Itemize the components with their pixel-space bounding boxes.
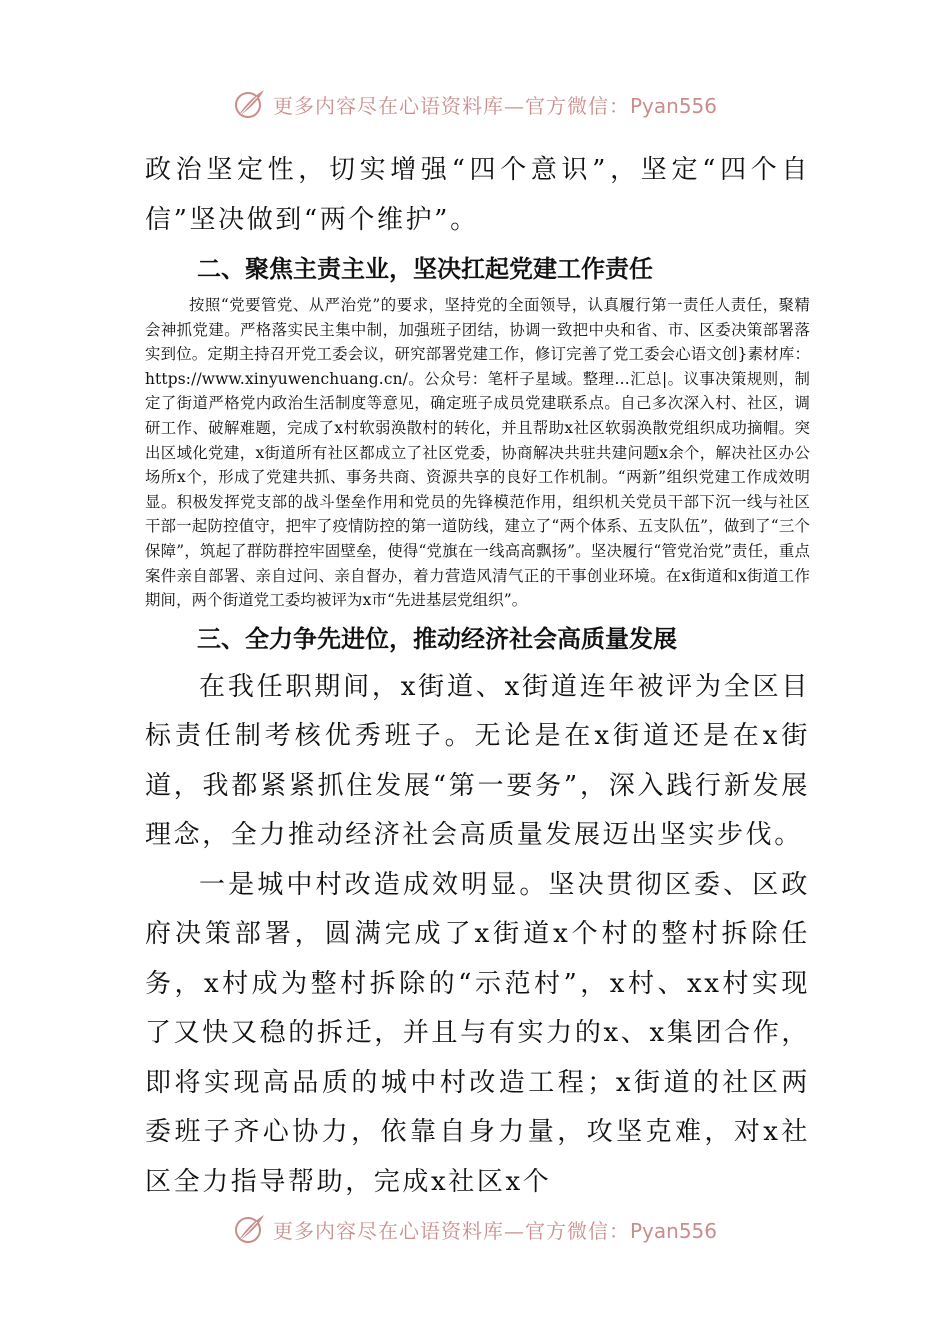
section-heading-3: 三、全力争先进位，推动经济社会高质量发展 bbox=[197, 624, 677, 653]
watermark-header bbox=[0, 84, 950, 124]
watermark-wechat-id: Pyan556 bbox=[629, 1218, 717, 1243]
watermark-wechat-id: Pyan556 bbox=[629, 93, 717, 118]
paragraph-section-2: 按照“党要管党、从严治党”的要求，坚持党的全面领导，认真履行第一责任人责任，聚精会神抓党建。严格落实民主集中制，加强班子团结，协调一致把中央和省、市、区委决策部署落实到位。定期主持召开党工委会议，研究部署党建工作，修订完善了党工委会心语文创}素材库：https://www.xinyuwenchuang.cn/。公众号：笔杆子星域。整理…汇总|。议事决策规则，制定了街道严格党内政治生活制度等意见，确定班子成员党建联系点。自己多次深入村、社区，调研工作、破解难题，完成了x村软弱涣散村的转化，并且帮助x社区软弱涣散党组织成功摘帽。突出区域化党建，x街道所有社区都成立了社区党委，协商解决共驻共建问题x余个，解决社区办公场所x个，形成了党建共抓、事务共商、资源共享的良好工作机制。“两新”组织党建工作成效明显。积极发挥党支部的战斗堡垒作用和党员的先锋模范作用，组织机关党员干部下沉一线与社区干部一起防控值守，把牢了疫情防控的第一道防线，建立了“两个体系、五支队伍”，做到了“三个保障”，筑起了群防群控牢固壁垒，使得“党旗在一线高高飘扬”。坚决履行“管党治党”责任，重点案件亲自部署、亲自过问、亲自督办，着力营造风清气正的干事创业环境。在x街道和x街道工作期间，两个街道党工委均被评为x市“先进基层党组织”。 bbox=[145, 296, 810, 610]
section-heading-2: 二、聚焦主责主业，坚决扛起党建工作责任 bbox=[197, 255, 653, 283]
paragraph-section-3-a: 在我任职期间，x街道、x街道连年被评为全区目标责任制考核优秀班子。无论是在x街道还是在x街道，我都紧紧抓住发展“第一要务”，深入践行新发展理念，全力推动经济社会高质量发展迈出坚实步伐。 bbox=[145, 671, 810, 851]
watermark-text: 更多内容尽在心语资料库—官方微信：Pyan556 bbox=[272, 93, 717, 118]
paragraph-intro: 政治坚定性，切实增强“四个意识”，坚定“四个自信”坚决做到“两个维护”。 bbox=[145, 155, 810, 235]
watermark-text: 更多内容尽在心语资料库—官方微信：Pyan556 bbox=[272, 1218, 717, 1243]
paragraph-section-3-b: 一是城中村改造成效明显。坚决贯彻区委、区政府决策部署，圆满完成了x街道x个村的整村拆除任务，x村成为整村拆除的“示范村”，x村、xx村实现了又快又稳的拆迁，并且与有实力的x、x集团合作，即将实现高品质的城中村改造工程；x街道的社区两委班子齐心协力，依靠自身力量，攻坚克难，对x社区全力指导帮助，完成x社区x个 bbox=[145, 869, 810, 1197]
feather-pen-logo-icon bbox=[233, 1212, 267, 1246]
feather-pen-logo-icon bbox=[233, 87, 267, 121]
watermark-footer bbox=[0, 1209, 950, 1249]
document-body bbox=[145, 146, 810, 1207]
